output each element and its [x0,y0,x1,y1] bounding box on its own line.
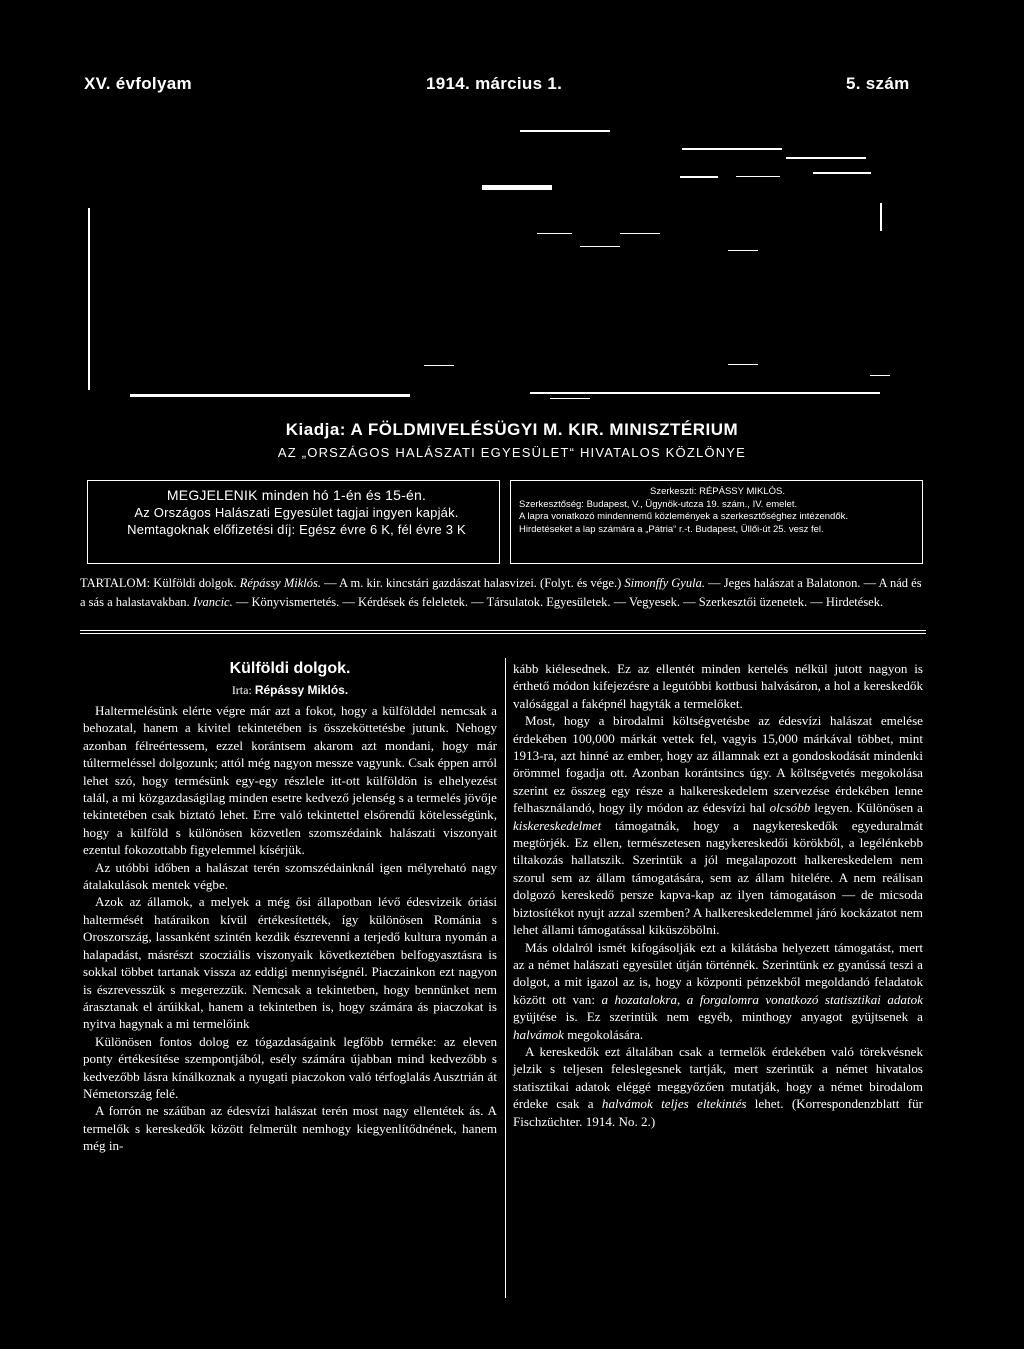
paragraph: Különösen fontos dolog ez tógazdaságaink legfőbb terméke: az eleven ponty értékesítése szempontjából, esély számára újabban mind kedvezőbb s kedvezőbb lásra kínálkoznak a nyugati piaczokon való térfoglalás Ausztrián át Németország felé. [83,1033,497,1101]
publication-schedule: MEGJELENIK minden hó 1-én és 15-én. [166,487,427,503]
paragraph: Az utóbbi időben a halászat terén szomszédainknál igen mélyreható nagy átalakulások mentek végbe. [83,859,497,893]
issue-number: 5. szám [846,74,910,93]
table-of-contents [80,574,926,612]
paragraph: Haltermelésünk elérte végre már azt a fokot, hogy a külfölddel nemcsak a behozatal, hanem a kivitel tekintetében is összeköttetésbe jutunk. Nehogy azonban félreértessem, ezzel korántsem akarom azt mondani, hogy már túltermeléssel dolgozunk; attól még nagyon messze vagyunk. Csak éppen arról lehet szó, hogy termésünk egy-egy részlele itt-ott külföldön is elhelyezést talál, a mi közgazdaságilag minden esetre kedvező jelenség s a termelés jövője tekintetében csak biztató lehet. Erre való tekintettel elsőrendű kötelességünk, hogy a külföld s különösen közvetlen szomszédaink halászati viszonyait ezentul fokozottabb figyelemmel kísérjük. [83,703,497,858]
column-divider [505,658,506,1298]
author-name: Répássy Miklós. [254,683,349,697]
paragraph: Azok az államok, a melyek a még ősi állapotban lévő édesvizeik óriási haltermését határaikon kívül értékesítették, így különösen Románia s Oroszország, lassanként szintén kezdik észrevenni a terjedő kultura nyomán a halapadást, másrészt szocziális viszonyaik következtében belfogyasztásra is sokkal többet tartanak vissza az eddigi mennyiségnél. Piaczainkon ezt nagyon is észrevesszük s megerezzük. Nemcsak a tekintetben, hogy bennünket nem árasztanak el árúikkal, hanem a tekintetben is, hogy számára ás piaczokat is nyitva hagynak a mi termelőink [83,894,497,1032]
official-gazette-line: AZ „ORSZÁGOS HALÁSZATI EGYESÜLET“ HIVATALOS KÖZLÖNYE [277,445,747,460]
issue-date: 1914. március 1. [426,74,563,93]
advertising-notice: Hirdetéseket a lap számára a „Pátria“ r.-t. Budapest, Üllői-út 25. vesz fel. [519,523,824,535]
editor-line: Szerkeszti: RÉPÁSSY MIKLÓS. [650,486,785,497]
article-title: Külföldi dolgok. [229,660,351,677]
paragraph: Más oldalról ismét kifogásolják ezt a kilátásba helyezett támogatást, mert az a német halászati egyesület útján történnék. Szerintünk ez gyanússá teszi a dolgot, a mit igazol az is, hogy a központi pénzekből megoldandó feladatok között ott van: a hozatalokra, a forgalomra vonatkozó statisztikai adatok gyüjtése is. Ez szerintük nem egyéb, minthogy anyagot gyüjtsenek a halvámok megokolására. [513,939,923,1042]
paragraph: Most, hogy a birodalmi költségvetésbe az édesvízi halászat emelése érdekében 100,000 márkát vettek fel, vagyis 15,000 márkával többet, mint 1913-ra, azt hinné az ember, hogy az államnak ezt a gondoskodását mindenki örömmel fogadja ott. Azonban korántsincs úgy. A költségvetés megokolása szerint ez összeg egy része a halkereskedelem szervezése érdekében lenne felhasználandó, hogy ily módon az édesvízi hal olcsóbb legyen. Különösen a kiskereskedelmet támogatnák, hogy a nagykereskedők egyeduralmát megtörjék. Ez ellen, természetesen nagykereskedői körökből, a legélénkebb tiltakozás hallatszik. Szerintük a jól megalapozott halkereskedelem nem szorul sem az állam támogatására, sem az állam hitelére. A nem reálisan dolgozó kereskedő persze kapva-kap az ilyen támogatáson — de micsoda biztosítékot nyujt azzal szemben? A halkereskedelemmel járó kockázatot nem lehet állami támogatással kiküszöbölni. [513,713,923,938]
contents-author: Répássy Miklós. [239,576,321,590]
paragraph: kább kiélesednek. Ez az ellentét minden kertelés nélkül jutott nagyon is érthető módon kifejezésre a legutóbbi kottbusi halvásáron, a hol a kereskedők valósággal a faképnél hagyták a termelőket. [513,661,923,711]
member-note: Az Országos Halászati Egyesület tagjai ingyen kapják. [134,505,459,520]
article-byline: Irta: Répássy Miklós. [231,683,349,697]
contents-item: — Jeges halászat a Balatonon. — A nád és a sás a halastavakban. [80,576,922,609]
contents-label: TARTALOM: [80,576,151,590]
submission-notice: A lapra vonatkozó mindennemű közlemények a szerkesztőséghez intézendők. [519,511,848,522]
publisher-line: Kiadja: A FÖLDMIVELÉSÜGYI M. KIR. MINISZTÉRIUM [285,420,739,439]
contents-item: — A m. kir. kincstári gazdászat halasvizei. (Folyt. és vége.) [324,576,622,590]
paragraph: A kereskedők ezt általában csak a termelők érdekében való törekvésnek jelzik s teljesen feleslegesnek tartják, mert szerintük a német hivatalos statisztikai adatok eléggé meggyőzően mutatják, hogy a német birodalom érdeke csak a halvámok teljes eltekintés lehet. (Korrespondenzblatt für Fischzüchter. 1914. No. 2.) [513,1043,924,1129]
contents-author: Simonffy Gyula. [624,576,705,590]
divider [80,630,926,631]
subscription-info-box [87,480,500,564]
editorial-office: Szerkesztőség: Budapest, V., Ügynök-utcza 19. szám., IV. emelet. [519,498,798,510]
contents-item: — Könyvismertetés. — Kérdések és feleletek. — Társulatok. Egyesületek. — Vegyesek. — Szerkesztői üzenetek. — Hirdetések. [235,595,884,609]
subscription-price: Nemtagoknak előfizetési díj: Egész évre 6 K, fél évre 3 K [127,522,466,537]
article-column-left [83,702,497,1155]
editorial-info-box [510,480,923,564]
contents-author: Ivancic. [192,595,233,609]
contents-item: Külföldi dolgok. [153,576,237,590]
article-column-right [513,660,923,1130]
divider [80,633,926,634]
paragraph: A forrón ne száűban az édesvízi halászat terén most nagy ellentétek ás. A termelők s kereskedők között felmerült nemhogy kiegyenlítődnének, hanem még in- [83,1103,497,1154]
volume-label: XV. évfolyam [84,74,192,93]
